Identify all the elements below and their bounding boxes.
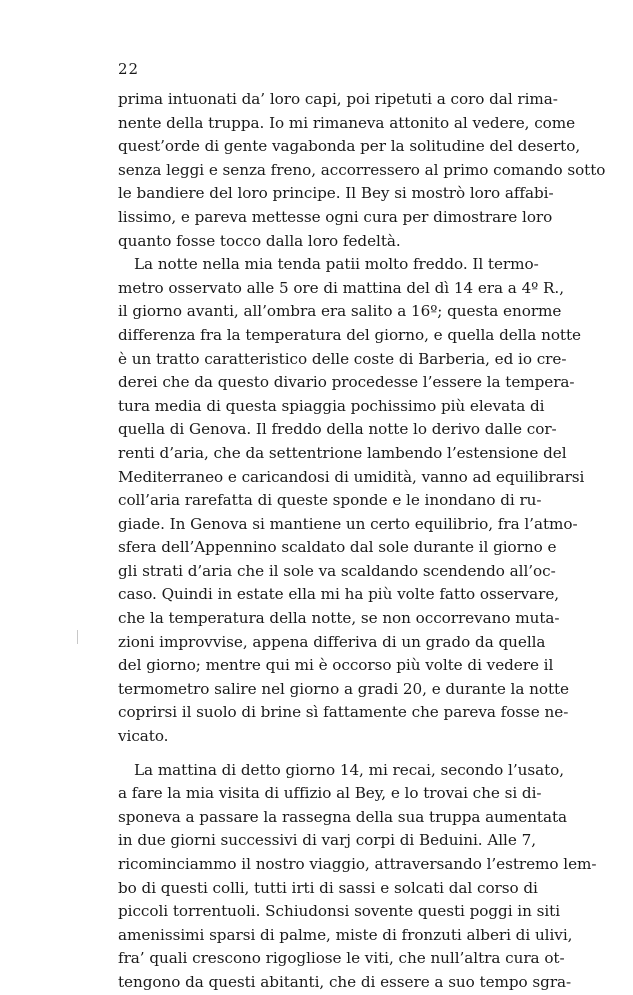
scan-margin-mark [77, 630, 78, 644]
text-line: che la temperatura della notte, se non occorrevano muta- [118, 609, 560, 628]
text-line: bo di questi colli, tutti irti di sassi e solcati dal corso di [118, 878, 538, 897]
text-line: La mattina di detto giorno 14, mi recai, secondo l’usato, [134, 760, 565, 779]
text-line: fra’ quali crescono rigogliose le viti, che null’altra cura ot- [118, 949, 565, 968]
text-line: piccoli torrentuoli. Schiudonsi sovente questi poggi in siti [118, 902, 561, 921]
text-line: caso. Quindi in estate ella mi ha più volte fatto osservare, [118, 585, 560, 604]
text-line: vicato. [118, 727, 169, 746]
text-line: lissimo, e pareva mettesse ogni cura per dimostrare loro [118, 207, 553, 226]
text-line: sponeva a passare la rassegna della sua truppa aumentata [118, 807, 568, 826]
text-line: quella di Genova. Il freddo della notte lo derivo dalle cor- [118, 420, 557, 439]
text-line: il giorno avanti, all’ombra era salito a 16º; questa enorme [118, 302, 562, 321]
text-line: La notte nella mia tenda patii molto freddo. Il termo- [134, 255, 539, 274]
paragraph-gap [118, 749, 531, 759]
text-line: nente della truppa. Io mi rimaneva attonito al vedere, come [118, 113, 576, 132]
page-number: 22 [118, 60, 140, 78]
text-line: coll’aria rarefatta di queste sponde e le inondano di ru- [118, 491, 542, 510]
paragraph-1 [118, 88, 606, 253]
text-line: tura media di questa spiaggia pochissimo più elevata di [118, 396, 545, 415]
text-line: giade. In Genova si mantiene un certo equilibrio, fra l’atmo- [118, 514, 578, 533]
paragraph-3 [118, 759, 597, 995]
text-line: quanto fosse tocco dalla loro fedeltà. [118, 231, 401, 250]
text-line: a fare la mia visita di uffizio al Bey, e lo trovai che si di- [118, 784, 542, 803]
text-line: è un tratto caratteristico delle coste di Barberia, ed io cre- [118, 349, 567, 368]
paragraph-2 [118, 253, 585, 748]
text-line: tengono da questi abitanti, che di essere a suo tempo sgra- [118, 972, 572, 991]
text-line: senza leggi e senza freno, accorressero al primo comando sotto [118, 160, 606, 179]
text-line: zioni improvvise, appena differiva di un grado da quella [118, 632, 546, 651]
text-line: prima intuonati da’ loro capi, poi ripetuti a coro dal rima- [118, 90, 558, 108]
text-line: le bandiere del loro principe. Il Bey si mostrò loro affabi- [118, 184, 554, 203]
text-line: derei che da questo divario procedesse l’essere la tempera- [118, 373, 575, 392]
text-line: in due giorni successivi di varj corpi di Beduini. Alle 7, [118, 831, 536, 850]
text-line: amenissimi sparsi di palme, miste di fronzuti alberi di ulivi, [118, 925, 573, 944]
text-line: Mediterraneo e caricandosi di umidità, vanno ad equilibrarsi [118, 467, 585, 486]
text-line: del giorno; mentre qui mi è occorso più volte di vedere il [118, 656, 554, 675]
body-text [118, 88, 606, 995]
text-line: ricominciammo il nostro viaggio, attraversando l’estremo lem- [118, 855, 597, 873]
text-line: termometro salire nel giorno a gradi 20, e durante la notte [118, 679, 569, 698]
text-line: sfera dell’Appennino scaldato dal sole durante il giorno e [118, 538, 557, 557]
text-line: coprirsi il suolo di brine sì fattamente che pareva fosse ne- [118, 703, 569, 722]
text-line: renti d’aria, che da settentrione lambendo l’estensione del [118, 443, 567, 462]
text-line: quest’orde di gente vagabonda per la solitudine del deserto, [118, 137, 581, 156]
text-line: gli strati d’aria che il sole va scaldando scendendo all’oc- [118, 561, 556, 580]
text-line: metro osservato alle 5 ore di mattina del dì 14 era a 4º R., [118, 278, 564, 297]
text-line: differenza fra la temperatura del giorno, e quella della notte [118, 325, 581, 344]
